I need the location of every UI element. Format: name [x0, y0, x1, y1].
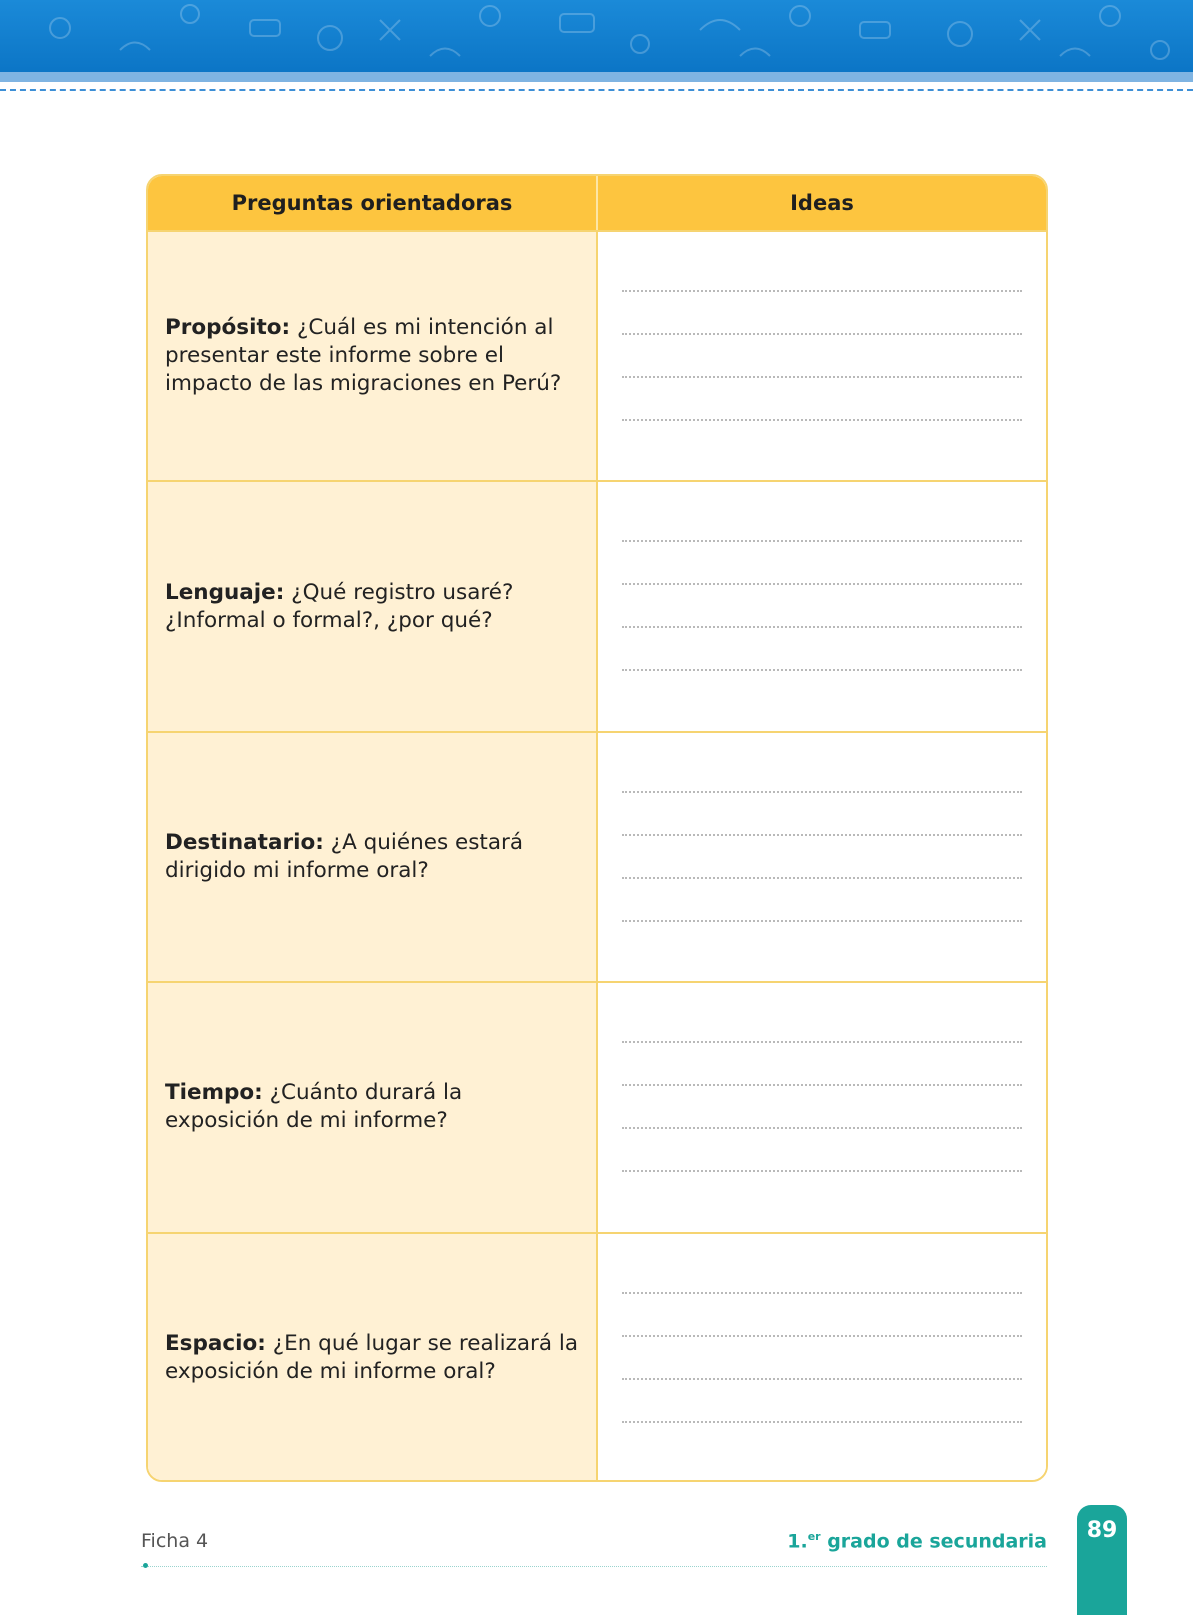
- writing-line[interactable]: [622, 626, 1022, 628]
- top-banner: [0, 0, 1193, 80]
- table-row: [148, 1232, 1046, 1482]
- question-cell: [148, 733, 598, 981]
- grade-superscript: er: [807, 1530, 821, 1543]
- writing-line[interactable]: [622, 791, 1022, 793]
- question-text: ¿Qué registro usaré? ¿Informal o formal?, ¿por qué?: [165, 579, 514, 633]
- question-cell: [148, 232, 598, 480]
- table-row: [148, 731, 1046, 981]
- question-text: ¿A quiénes estará dirigido mi informe oral?: [165, 829, 524, 883]
- writing-line[interactable]: [622, 583, 1022, 585]
- banner-stripe: [0, 72, 1193, 82]
- ideas-cell[interactable]: [598, 232, 1046, 480]
- footer-ficha: Ficha 4: [141, 1530, 209, 1552]
- dashed-divider: [0, 89, 1193, 91]
- question-label: Propósito:: [165, 315, 291, 341]
- writing-line[interactable]: [622, 1170, 1022, 1172]
- grade-number: 1.: [787, 1530, 808, 1553]
- writing-line[interactable]: [622, 1041, 1022, 1043]
- footer-divider: [141, 1566, 1047, 1567]
- ideas-cell[interactable]: [598, 733, 1046, 981]
- question-text: ¿En qué lugar se realizará la exposición de mi informe oral?: [165, 1330, 579, 1384]
- question-label: Tiempo:: [165, 1080, 263, 1106]
- writing-line[interactable]: [622, 920, 1022, 922]
- writing-line[interactable]: [622, 669, 1022, 671]
- writing-line[interactable]: [622, 333, 1022, 335]
- question-cell: [148, 482, 598, 730]
- grade-text: grado de secundaria: [820, 1530, 1047, 1553]
- header-questions: Preguntas orientadoras: [148, 176, 598, 230]
- footer-dot-icon: [143, 1563, 148, 1568]
- table-row: [148, 981, 1046, 1231]
- writing-line[interactable]: [622, 1378, 1022, 1380]
- table-row: [148, 230, 1046, 480]
- ideas-cell[interactable]: [598, 983, 1046, 1231]
- writing-line[interactable]: [622, 290, 1022, 292]
- question-cell: [148, 983, 598, 1231]
- writing-line[interactable]: [622, 419, 1022, 421]
- writing-line[interactable]: [622, 1335, 1022, 1337]
- doodle-pattern-icon: [0, 0, 1193, 72]
- page-number-tab: [1077, 1505, 1127, 1615]
- ideas-cell[interactable]: [598, 482, 1046, 730]
- question-cell: [148, 1234, 598, 1482]
- planning-table: [146, 174, 1048, 1482]
- footer-grade: [787, 1530, 1047, 1552]
- writing-line[interactable]: [622, 540, 1022, 542]
- table-header: [148, 176, 1046, 230]
- writing-line[interactable]: [622, 1127, 1022, 1129]
- writing-line[interactable]: [622, 1421, 1022, 1423]
- ideas-cell[interactable]: [598, 1234, 1046, 1482]
- question-text: ¿Cuánto durará la exposición de mi informe?: [165, 1080, 463, 1134]
- question-text: ¿Cuál es mi intención al presentar este informe sobre el impacto de las migraciones en Perú?: [165, 315, 562, 397]
- question-label: Lenguaje:: [165, 579, 285, 605]
- question-label: Destinatario:: [165, 829, 324, 855]
- writing-line[interactable]: [622, 1084, 1022, 1086]
- table-row: [148, 480, 1046, 730]
- question-label: Espacio:: [165, 1330, 266, 1356]
- header-ideas: Ideas: [790, 191, 854, 215]
- writing-line[interactable]: [622, 1292, 1022, 1294]
- page-number: 89: [1086, 1518, 1118, 1543]
- writing-line[interactable]: [622, 376, 1022, 378]
- writing-line[interactable]: [622, 834, 1022, 836]
- writing-line[interactable]: [622, 877, 1022, 879]
